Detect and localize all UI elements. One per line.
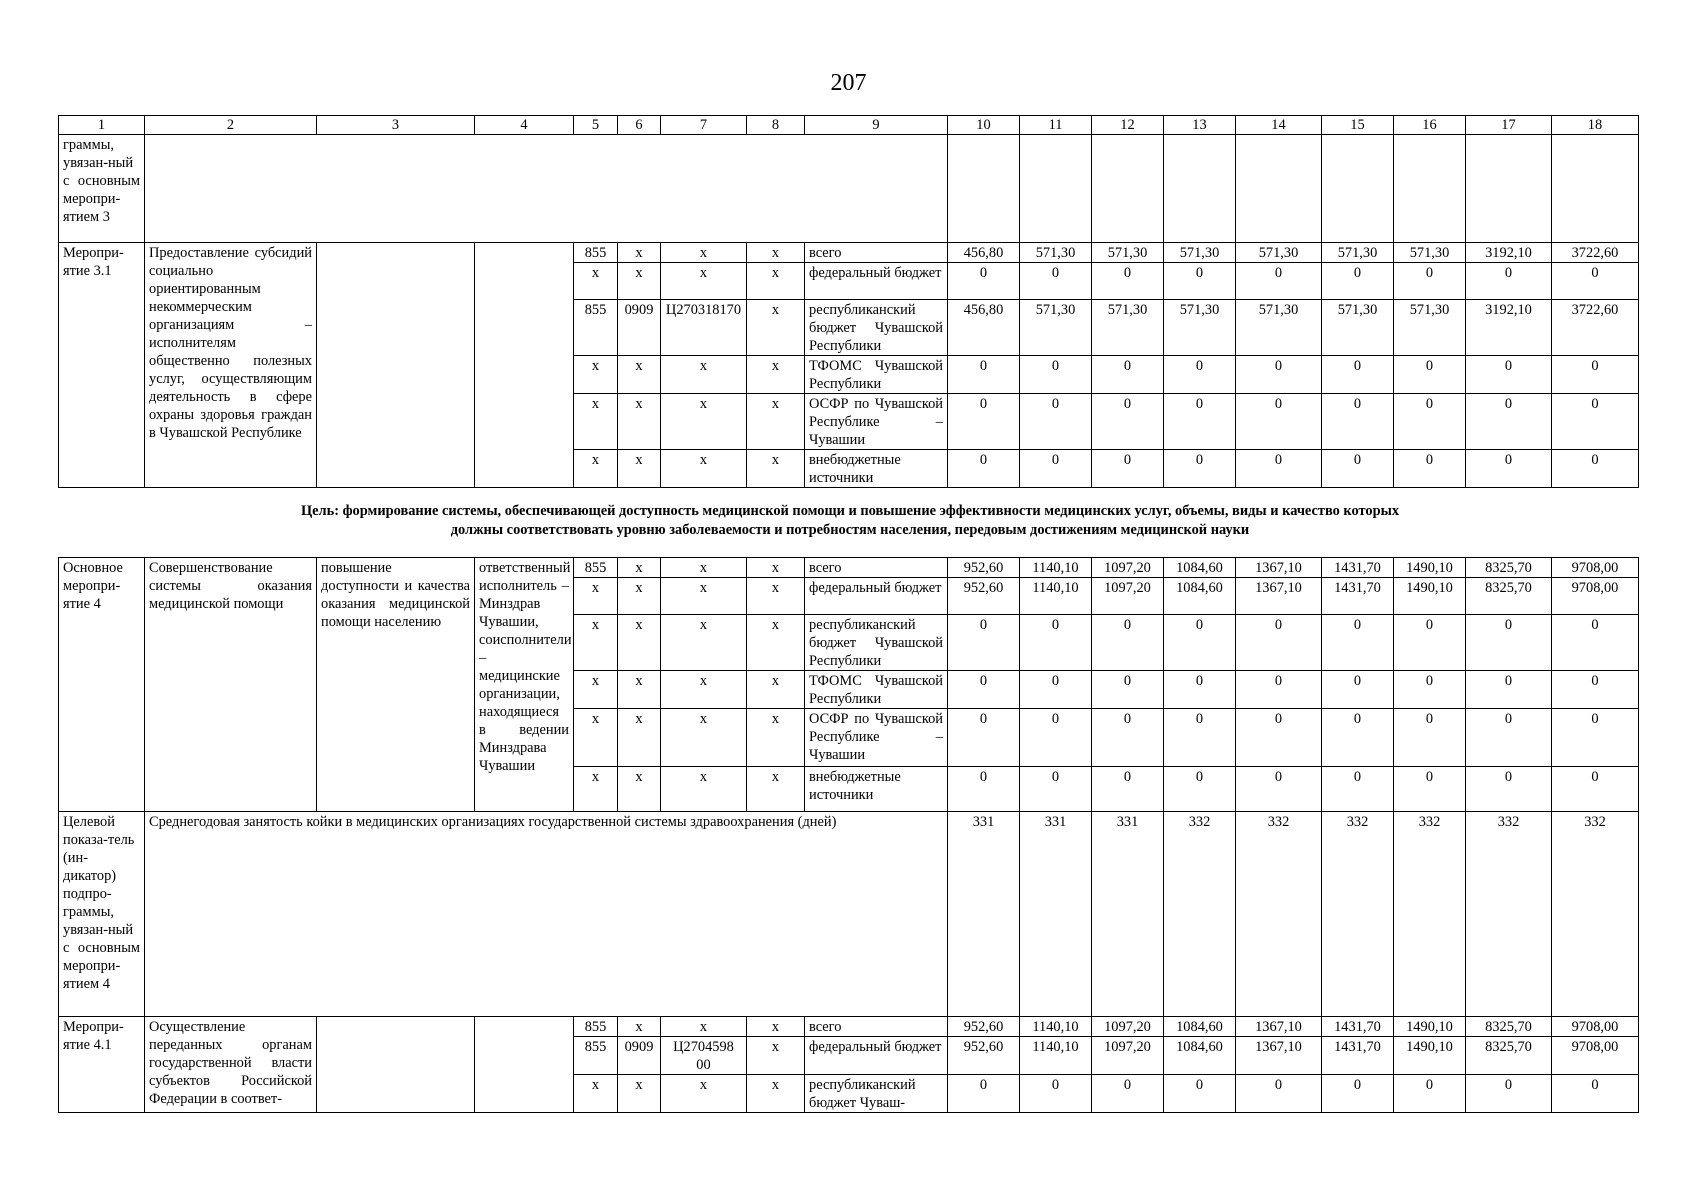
budget-code: x: [574, 1075, 618, 1113]
funding-source: федеральный бюджет: [805, 263, 948, 300]
budget-code: 855: [574, 300, 618, 356]
budget-code: x: [747, 671, 805, 709]
amount-cell: 571,30: [1020, 300, 1092, 356]
amount-cell: 1140,10: [1020, 578, 1092, 615]
budget-code: x: [618, 671, 661, 709]
budget-table-top: [58, 115, 1639, 488]
funding-source: ТФОМС Чувашской Республики: [805, 356, 948, 394]
amount-cell: 0: [1092, 767, 1164, 812]
amount-cell: 0: [1552, 356, 1639, 394]
amount-cell: 0: [1236, 671, 1322, 709]
amount-cell: 571,30: [1020, 243, 1092, 263]
budget-code: x: [618, 356, 661, 394]
amount-cell: 0: [1322, 615, 1394, 671]
amount-cell: 0: [1552, 450, 1639, 488]
indicator-text-cell: [145, 135, 948, 243]
budget-code: x: [574, 615, 618, 671]
amount-cell: 1431,70: [1322, 578, 1394, 615]
amount-cell: 0: [948, 1075, 1020, 1113]
amount-cell: 0: [1020, 709, 1092, 767]
indicator-value: 331: [948, 812, 1020, 1017]
amount-cell: 0: [1164, 709, 1236, 767]
amount-cell: 1367,10: [1236, 1017, 1322, 1037]
amount-cell: 0: [948, 709, 1020, 767]
amount-cell: 952,60: [948, 578, 1020, 615]
measure-result: [317, 1017, 475, 1113]
amount-cell: 0: [1236, 615, 1322, 671]
amount-cell: 952,60: [948, 1017, 1020, 1037]
amount-cell: 8325,70: [1466, 578, 1552, 615]
amount-cell: 1084,60: [1164, 558, 1236, 578]
amount-cell: 0: [1552, 1075, 1639, 1113]
col-header: 16: [1394, 116, 1466, 135]
amount-cell: 1367,10: [1236, 558, 1322, 578]
budget-code: x: [618, 394, 661, 450]
col-header: 6: [618, 116, 661, 135]
budget-code: 855: [574, 558, 618, 578]
funding-source: всего: [805, 558, 948, 578]
budget-code: 0909: [618, 1037, 661, 1075]
amount-cell: 0: [1466, 615, 1552, 671]
budget-code: 855: [574, 1017, 618, 1037]
col-header: 17: [1466, 116, 1552, 135]
amount-cell: 8325,70: [1466, 1017, 1552, 1037]
amount-cell: 8325,70: [1466, 1037, 1552, 1075]
amount-cell: 0: [1092, 263, 1164, 300]
budget-code: x: [661, 578, 747, 615]
amount-cell: 0: [948, 263, 1020, 300]
funding-source: ТФОМС Чувашской Республики: [805, 671, 948, 709]
amount-cell: 571,30: [1394, 300, 1466, 356]
col-header: 18: [1552, 116, 1639, 135]
amount-cell: 1140,10: [1020, 558, 1092, 578]
amount-cell: 0: [1236, 394, 1322, 450]
amount-cell: 456,80: [948, 243, 1020, 263]
amount-cell: 3722,60: [1552, 300, 1639, 356]
amount-cell: 0: [1394, 767, 1466, 812]
funding-source: всего: [805, 1017, 948, 1037]
amount-cell: 9708,00: [1552, 1017, 1639, 1037]
funding-source: федеральный бюджет: [805, 578, 948, 615]
amount-cell: 0: [1394, 356, 1466, 394]
budget-code: x: [574, 263, 618, 300]
amount-cell: 0: [1394, 450, 1466, 488]
budget-row: [59, 1017, 1639, 1037]
amount-cell: 1367,10: [1236, 1037, 1322, 1075]
amount-cell: 0: [1020, 1075, 1092, 1113]
amount-cell: 0: [948, 394, 1020, 450]
amount-cell: 0: [1552, 767, 1639, 812]
goal-line: Цель: формирование системы, обеспечивающей доступность медицинской помощи и повышение эффективности медицинских услуг, объемы, виды и качество которых: [300, 503, 1400, 519]
budget-code: x: [574, 671, 618, 709]
amount-cell: 0: [1020, 394, 1092, 450]
goal-heading: [200, 502, 1500, 540]
amount-cell: 0: [1092, 615, 1164, 671]
budget-code: x: [661, 709, 747, 767]
amount-cell: 0: [1394, 394, 1466, 450]
amount-cell: 0: [1164, 671, 1236, 709]
budget-code: x: [661, 767, 747, 812]
indicator-value: 332: [1164, 812, 1236, 1017]
indicator-value: 332: [1466, 812, 1552, 1017]
col-header: 4: [475, 116, 574, 135]
amount-cell: 3722,60: [1552, 243, 1639, 263]
amount-cell: 0: [1092, 450, 1164, 488]
amount-cell: 1490,10: [1394, 578, 1466, 615]
amount-cell: 0: [1092, 709, 1164, 767]
measure-label: Меропри-ятие 3.1: [59, 243, 145, 488]
amount-cell: 0: [1020, 767, 1092, 812]
budget-code: x: [618, 243, 661, 263]
amount-cell: 1490,10: [1394, 1037, 1466, 1075]
budget-code: x: [747, 558, 805, 578]
budget-code: x: [574, 356, 618, 394]
main-measure-name: Совершенствование системы оказания медицинской помощи: [145, 558, 317, 812]
amount-cell: 0: [1466, 356, 1552, 394]
amount-cell: 0: [1394, 709, 1466, 767]
amount-cell: 1084,60: [1164, 1017, 1236, 1037]
amount-cell: 0: [1552, 394, 1639, 450]
budget-code: x: [661, 1075, 747, 1113]
funding-source: федеральный бюджет: [805, 1037, 948, 1075]
amount-cell: 0: [1020, 671, 1092, 709]
amount-cell: 0: [948, 615, 1020, 671]
amount-cell: 0: [1466, 709, 1552, 767]
amount-cell: 0: [1322, 263, 1394, 300]
amount-cell: 456,80: [948, 300, 1020, 356]
funding-source: ОСФР по Чувашской Республике – Чувашии: [805, 394, 948, 450]
amount-cell: 9708,00: [1552, 1037, 1639, 1075]
indicator-value: 331: [1020, 812, 1092, 1017]
budget-code: x: [661, 615, 747, 671]
budget-code: x: [747, 394, 805, 450]
budget-code: 0909: [618, 300, 661, 356]
amount-cell: 571,30: [1394, 243, 1466, 263]
funding-source: всего: [805, 243, 948, 263]
amount-cell: 0: [1322, 450, 1394, 488]
indicator-value: 332: [1322, 812, 1394, 1017]
col-header: 11: [1020, 116, 1092, 135]
budget-code: x: [574, 578, 618, 615]
amount-cell: 571,30: [1164, 243, 1236, 263]
amount-cell: 0: [1164, 615, 1236, 671]
amount-cell: 0: [1020, 615, 1092, 671]
amount-cell: 0: [948, 767, 1020, 812]
amount-cell: 0: [1092, 671, 1164, 709]
measure-executor: [475, 1017, 574, 1113]
amount-cell: 1140,10: [1020, 1037, 1092, 1075]
amount-cell: 0: [1236, 767, 1322, 812]
budget-code: x: [747, 243, 805, 263]
budget-code: x: [747, 263, 805, 300]
col-header: 12: [1092, 116, 1164, 135]
amount-cell: 1097,20: [1092, 578, 1164, 615]
amount-cell: 0: [1552, 263, 1639, 300]
amount-cell: 571,30: [1236, 300, 1322, 356]
col-header: 10: [948, 116, 1020, 135]
amount-cell: 0: [1394, 615, 1466, 671]
funding-source: республиканский бюджет Чувашской Республики: [805, 615, 948, 671]
amount-cell: 0: [1020, 356, 1092, 394]
budget-code: x: [661, 263, 747, 300]
budget-code: x: [618, 767, 661, 812]
col-header: 14: [1236, 116, 1322, 135]
col-header: 15: [1322, 116, 1394, 135]
budget-row: [59, 243, 1639, 263]
amount-cell: 1431,70: [1322, 558, 1394, 578]
amount-cell: 571,30: [1092, 300, 1164, 356]
amount-cell: 0: [1322, 356, 1394, 394]
col-header: 2: [145, 116, 317, 135]
indicator-value: 332: [1236, 812, 1322, 1017]
budget-code: 855: [574, 243, 618, 263]
budget-code: x: [661, 1017, 747, 1037]
budget-code: x: [747, 767, 805, 812]
col-header: 3: [317, 116, 475, 135]
indicator-value: 331: [1092, 812, 1164, 1017]
amount-cell: 0: [1552, 615, 1639, 671]
indicator-value: 332: [1394, 812, 1466, 1017]
budget-code: x: [747, 1037, 805, 1075]
amount-cell: 0: [1236, 709, 1322, 767]
funding-source: внебюджетные источники: [805, 767, 948, 812]
amount-cell: 952,60: [948, 558, 1020, 578]
budget-code: x: [747, 1017, 805, 1037]
funding-source: ОСФР по Чувашской Республике – Чувашии: [805, 709, 948, 767]
amount-cell: 0: [1466, 394, 1552, 450]
budget-code: x: [574, 394, 618, 450]
main-measure-result: повышение доступности и качества оказания медицинской помощи населению: [317, 558, 475, 812]
amount-cell: 3192,10: [1466, 243, 1552, 263]
indicator-row: [59, 812, 1639, 1017]
budget-table-bottom: [58, 557, 1639, 1113]
amount-cell: 1367,10: [1236, 578, 1322, 615]
amount-cell: 1097,20: [1092, 1017, 1164, 1037]
amount-cell: 0: [1092, 356, 1164, 394]
amount-cell: 9708,00: [1552, 558, 1639, 578]
main-measure-executor: ответственный исполнитель – Минздрав Чувашии, соисполнители – медицинские организации, находящиеся в ведении Минздрава Чувашии: [475, 558, 574, 812]
funding-source: внебюджетные источники: [805, 450, 948, 488]
indicator-text: Среднегодовая занятость койки в медицинских организациях государственной системы здравоохранения (дней): [145, 812, 948, 1017]
amount-cell: 0: [1020, 450, 1092, 488]
amount-cell: 3192,10: [1466, 300, 1552, 356]
amount-cell: 8325,70: [1466, 558, 1552, 578]
col-header: 8: [747, 116, 805, 135]
indicator-carry-row: [59, 135, 1639, 243]
amount-cell: 0: [1394, 263, 1466, 300]
budget-code: x: [574, 450, 618, 488]
amount-cell: 0: [1092, 394, 1164, 450]
budget-code: x: [618, 1075, 661, 1113]
col-header: 5: [574, 116, 618, 135]
budget-code: x: [661, 394, 747, 450]
budget-code: x: [661, 243, 747, 263]
budget-code: x: [661, 558, 747, 578]
measure-name: Осуществление переданных органам государственной власти субъектов Российской Федерации в соответ-: [145, 1017, 317, 1113]
budget-code: x: [747, 615, 805, 671]
amount-cell: 0: [1164, 394, 1236, 450]
measure-result: [317, 243, 475, 488]
amount-cell: 1097,20: [1092, 1037, 1164, 1075]
budget-code: x: [747, 356, 805, 394]
main-measure-label: Основное меропри-ятие 4: [59, 558, 145, 812]
budget-code: x: [574, 709, 618, 767]
amount-cell: 0: [1322, 394, 1394, 450]
amount-cell: 952,60: [948, 1037, 1020, 1075]
budget-code: x: [661, 450, 747, 488]
amount-cell: 1431,70: [1322, 1037, 1394, 1075]
budget-row: [59, 558, 1639, 578]
budget-code: x: [747, 578, 805, 615]
amount-cell: 571,30: [1322, 300, 1394, 356]
page-number: 207: [830, 70, 867, 96]
amount-cell: 0: [1322, 671, 1394, 709]
budget-code: x: [747, 1075, 805, 1113]
amount-cell: 0: [1164, 1075, 1236, 1113]
col-header: 1: [59, 116, 145, 135]
amount-cell: 0: [1164, 263, 1236, 300]
budget-code: x: [574, 767, 618, 812]
amount-cell: 571,30: [1236, 243, 1322, 263]
amount-cell: 0: [1394, 1075, 1466, 1113]
amount-cell: 0: [1236, 263, 1322, 300]
indicator-label-continued: граммы, увязан-ный с основным меропри-ятием 3: [59, 135, 145, 243]
col-header: 9: [805, 116, 948, 135]
indicator-value: 332: [1552, 812, 1639, 1017]
amount-cell: 0: [1466, 671, 1552, 709]
budget-code: x: [747, 450, 805, 488]
amount-cell: 0: [1236, 450, 1322, 488]
budget-code: x: [618, 263, 661, 300]
amount-cell: 0: [948, 671, 1020, 709]
budget-code: x: [618, 558, 661, 578]
budget-code: x: [661, 356, 747, 394]
amount-cell: 0: [1164, 767, 1236, 812]
col-header: 13: [1164, 116, 1236, 135]
amount-cell: 0: [1552, 671, 1639, 709]
budget-code: x: [618, 615, 661, 671]
amount-cell: 0: [1164, 450, 1236, 488]
col-header: 7: [661, 116, 747, 135]
amount-cell: 0: [1322, 1075, 1394, 1113]
budget-code: x: [618, 578, 661, 615]
amount-cell: 0: [1236, 356, 1322, 394]
amount-cell: 0: [1394, 671, 1466, 709]
budget-code: x: [747, 709, 805, 767]
funding-source: республиканский бюджет Чувашской Республики: [805, 300, 948, 356]
amount-cell: 0: [1466, 1075, 1552, 1113]
column-number-row: [59, 116, 1639, 135]
amount-cell: 0: [1236, 1075, 1322, 1113]
amount-cell: 0: [948, 356, 1020, 394]
amount-cell: 0: [1322, 767, 1394, 812]
amount-cell: 0: [1552, 709, 1639, 767]
amount-cell: 1140,10: [1020, 1017, 1092, 1037]
amount-cell: 0: [948, 450, 1020, 488]
amount-cell: 571,30: [1164, 300, 1236, 356]
budget-code: x: [747, 300, 805, 356]
amount-cell: 0: [1322, 709, 1394, 767]
amount-cell: 1490,10: [1394, 558, 1466, 578]
amount-cell: 1431,70: [1322, 1017, 1394, 1037]
amount-cell: 1097,20: [1092, 558, 1164, 578]
amount-cell: 0: [1092, 1075, 1164, 1113]
budget-code: x: [618, 1017, 661, 1037]
measure-executor: [475, 243, 574, 488]
funding-source: республиканский бюджет Чуваш-: [805, 1075, 948, 1113]
measure-label: Меропри-ятие 4.1: [59, 1017, 145, 1113]
goal-line: должны соответствовать уровню заболеваемости и потребностям населения, передовым достижениям медицинской науки: [450, 522, 1250, 538]
amount-cell: 1084,60: [1164, 578, 1236, 615]
amount-cell: 0: [1466, 767, 1552, 812]
indicator-label: Целевой показа-тель (ин-дикатор) подпро-граммы, увязан-ный с основным меропри-ятием 4: [59, 812, 145, 1017]
budget-code: x: [618, 450, 661, 488]
amount-cell: 0: [1020, 263, 1092, 300]
budget-code: Ц2704598 00: [661, 1037, 747, 1075]
amount-cell: 9708,00: [1552, 578, 1639, 615]
budget-code: x: [661, 671, 747, 709]
budget-code: 855: [574, 1037, 618, 1075]
amount-cell: 1084,60: [1164, 1037, 1236, 1075]
measure-name: Предоставление субсидий социально ориентированным некоммерческим организациям – исполнителям общественно полезных услуг, осуществляющим деятельность в сфере охраны здоровья граждан в Чувашской Республике: [145, 243, 317, 488]
amount-cell: 0: [1466, 450, 1552, 488]
amount-cell: 0: [1466, 263, 1552, 300]
budget-code: Ц270318170: [661, 300, 747, 356]
amount-cell: 571,30: [1322, 243, 1394, 263]
amount-cell: 0: [1164, 356, 1236, 394]
budget-code: x: [618, 709, 661, 767]
amount-cell: 571,30: [1092, 243, 1164, 263]
amount-cell: 1490,10: [1394, 1017, 1466, 1037]
